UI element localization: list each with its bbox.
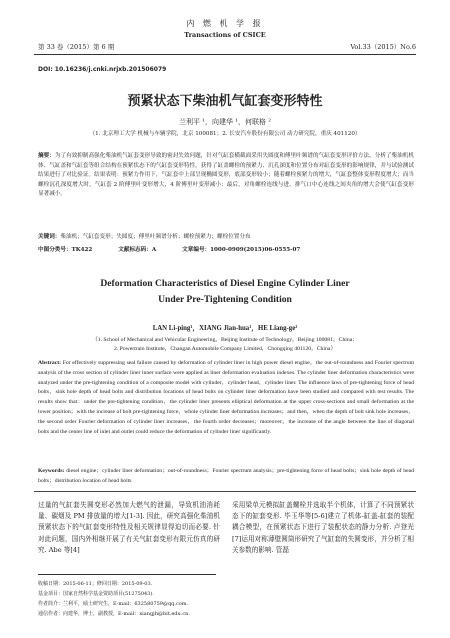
abstract-cn-text: 为了有效抑制高强化柴油机气缸套变形导致的密封失效问题，针对气缸套横截面采用失圆度和傅里叶频谱的气缸套变形评价方法，分析了柴油机机体、气缸盖和气缸套等组合结构在预紧状态下的气缸套变形特性，获得了缸盖螺栓的预紧力、沉孔深度和位置分布对缸套变形的影响规律，并与试验测试结果进行了对比验证。结果表明：预紧力作用下，气缸套中上部呈现椭圆变形，底部变形较小；随着螺栓预紧力的增大，气缸套整体变形程度增大；而当螺栓沉孔深度增大时，气缸套 2 阶傅里叶变形增大，4 阶傅里叶变形减小；最后，对角螺栓连线与进、排气口中心连线之间夹角的增大会使气缸套变形显著减小。	[38, 153, 414, 198]
abstract-cn-label: 摘要：	[38, 153, 55, 159]
header-journal-name-cn: 内 燃 机 学 报	[186, 19, 264, 28]
body-column-right: 采用梁单元模拟缸盖螺栓并选取半个机体，计算了不同预紧状态下的缸套变形. 毕玉华等[5-6]建立了机体-缸盖-缸套的装配耦合模型，在预紧状态下进行了装配状态的静力分析. 卢登光[7]运用对称薄壁圆筒形研究了气缸套的失圆变形，并分析了相关参数的影响. 管磊	[232, 501, 414, 554]
document-code: 文献标志码：A	[118, 247, 157, 253]
title-en-line2: Under Pre-Tightening Condition	[158, 294, 292, 305]
clc-number: 中图分类号：TK422	[38, 247, 93, 253]
affiliation-en-line1: （1. School of Mechanical and Vehicular Engineering，Beijing Institute of Technology，Beijing 100081，China；	[92, 337, 358, 343]
header-volume-left: 第 33 卷（2015）第 6 期	[38, 43, 115, 51]
authors-english: LAN Li-ping¹，XIANG Jian-hua¹，HE Liang-ge²	[152, 325, 298, 332]
title-chinese: 预紧状态下柴油机气缸套变形特性	[127, 94, 323, 109]
footnote-fund: 基金项目：国家自然科学基金资助项目(51275043).	[38, 591, 154, 597]
footnote-contact: 通信作者：向建华，博士，副教授，E-mail：xiangjh@bit.edu.cn.	[38, 611, 190, 617]
article-number: 文章编号：1000-0909(2015)06-0555-07	[182, 247, 301, 253]
title-en-line1: Deformation Characteristics of Diesel Engine Cylinder Liner	[100, 278, 350, 289]
footnote-divider	[38, 574, 216, 575]
keywords-cn-text: 柴油机；气缸套变形；失圆度；傅里叶频谱分析；螺栓预紧力；螺栓位置分布	[60, 234, 251, 240]
authors-chinese: 兰利平 ¹，向建华 ¹，何联格 ²	[178, 118, 272, 126]
abstract-chinese	[38, 152, 414, 200]
keywords-en-text: diesel engine；cylinder liner deformation；out-of-roundness；Fourier spectrum analysis；pre-tightening force of head bolts；sink hole depth of head bolts；distribution location of head bolts	[38, 468, 414, 484]
keywords-en-label: Keywords:	[38, 468, 65, 474]
doi: DOI: 10.16236/j.cnki.nrjxb.201506079	[38, 66, 167, 73]
abstract-english	[38, 359, 414, 437]
section-divider	[34, 491, 416, 492]
keywords-cn-label: 关键词：	[38, 234, 61, 240]
header-volume-right: Vol.33（2015）No.6	[350, 43, 416, 51]
body-column-left: 过量的气缸套失圆变形必然加大燃气的泄漏，导致机油消耗量、碳烟及 PM 排放量的增大[1-3]. 因此，研究高强化柴油机预紧状态下的气缸套变形特性及相关规律显得迫切而必要. 针对此问题，国内外相继开展了有关气缸套变形有限元仿真的研究. Abe 等[4]	[38, 501, 220, 554]
abstract-en-text: For effectively suppressing seal failure caused by deformation of cylinder liner in high power diesel engine，the out-of-roundness and Fourier spectrum analysis of the cross section of cylinder liner inner surface were applied as liner deformation evaluation indexes. The cylinder liner deformation characteristics were analyzed under the pre-tightening condition of a composite model with cylinder，cylinder head，cylinder liner. The influence laws of pre-tightening force of head bolts，sink hole depth of head bolts and distribution locations of head bolts on cylinder liner deformation have been studied and compared with test results. The results show that：under the pre-tightening condition，the cylinder liner presents elliptical deformation at the upper cross-sections and small deformation at the lower position；with the increase of bolt pre-tightening force，whole cylinder liner deformation increases；and then，when the depth of bolt sink hole increases，the second order Fourier deformation of cylinder liner increases，the fourth order decreases；moreover，the increase of the angle between the line of diagonal bolts and the center line of inlet and outlet could reduce the deformation of cylinder liner significantly.	[38, 360, 415, 435]
classification-row	[38, 245, 414, 253]
affiliation-en-line2: 2. Powertrain Institute，Changan Automobile Company Limited，Chongqing 401120，China）	[113, 346, 337, 352]
title-english	[0, 276, 450, 308]
header-divider	[34, 54, 416, 55]
footnote-received: 收稿日期：2015-06-11；修回日期：2015-09-03.	[38, 581, 153, 587]
keywords-chinese	[38, 233, 414, 243]
header-journal-title	[0, 18, 450, 39]
footnote-author-intro: 作者简介：兰利平，硕士研究生，E-mail：632580759@qq.com.	[38, 601, 189, 607]
header-journal-name-en: Transactions of CSICE	[184, 31, 266, 39]
abstract-en-label: Abstract:	[38, 360, 62, 366]
keywords-english	[38, 467, 414, 487]
affiliation-chinese: （1. 北京理工大学 机械与车辆学院，北京 100081；2. 长安汽车股份有限公司 动力研究院，重庆 401120）	[89, 131, 361, 137]
